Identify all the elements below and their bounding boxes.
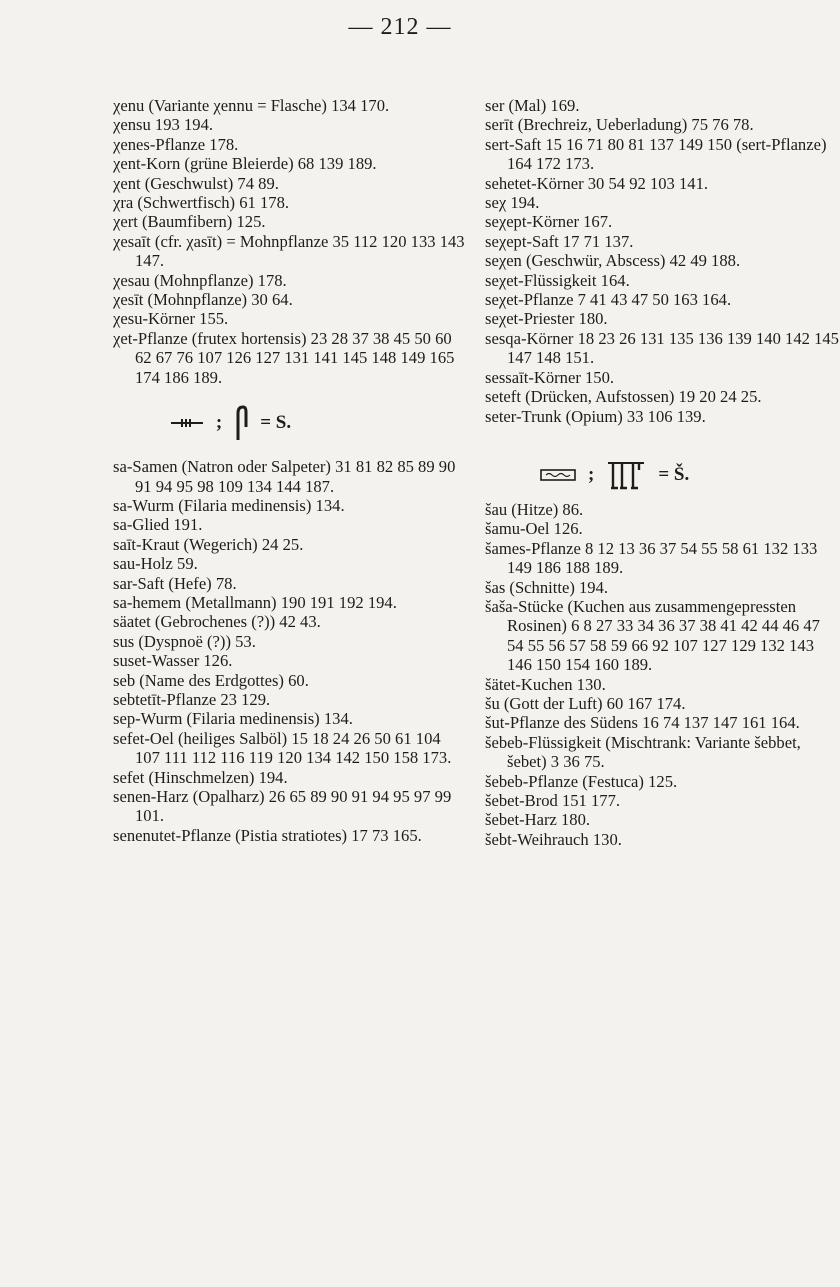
index-entry: suset-Wasser 126. <box>113 651 233 671</box>
index-entry: χert (Baumfibern) 125. <box>113 212 266 232</box>
index-entry: χenu (Variante χennu = Flasche) 134 170. <box>113 96 390 115</box>
page-number: — 212 — <box>348 14 452 40</box>
index-entry: senenutet-Pflanze (Pistia stratiotes) 17 73 165. <box>113 825 422 845</box>
index-entry: χra (Schwertfisch) 61 178. <box>113 193 290 213</box>
index-entry: sessaīt-Körner 150. <box>485 367 615 387</box>
index-entry: sa-Glied 191. <box>113 515 203 535</box>
index-entry: šamu-Oel 126. <box>485 519 583 539</box>
hieroglyph-heading-s <box>113 405 468 441</box>
right-entries-group-1 <box>485 96 840 426</box>
index-entry: sus (Dyspnoë (?)) 53. <box>113 631 256 651</box>
index-entry: seχet-Pflanze 7 41 43 47 50 163 164. <box>485 290 732 310</box>
index-entry: saīt-Kraut (Wegerich) 24 25. <box>113 534 304 554</box>
index-entry: sefet (Hinschmelzen) 194. <box>113 767 288 787</box>
right-entries-group-2 <box>485 500 840 849</box>
index-entry: šebet-Harz 180. <box>485 810 591 830</box>
index-entry: χent (Geschwulst) 74 89. <box>113 173 279 193</box>
index-entry: seχ 194. <box>485 193 540 213</box>
index-entry: sau-Holz 59. <box>113 554 198 574</box>
hieroglyph-equals-label: = S. <box>260 412 292 434</box>
index-entry: sert-Saft 15 16 71 80 81 137 149 150 (sert-Pflanze) 164 172 173. <box>485 134 827 174</box>
index-entry: χenes-Pflanze 178. <box>113 134 239 154</box>
index-entry: šaša-Stücke (Kuchen aus zusammengepressten Rosinen) 6 8 27 33 34 36 37 38 41 42 44 46 47 54 55 56 57 58 59 66 92 107 127 129 132 143 146 150 154 160 189. <box>485 596 820 675</box>
index-entry: šau (Hitze) 86. <box>485 499 584 519</box>
index-entry: sesqa-Körner 18 23 26 131 135 136 139 140 142 145 147 148 151. <box>485 328 839 368</box>
hieroglyph-heading-sh <box>485 460 840 490</box>
hieroglyph-folded-cloth-icon <box>234 405 248 441</box>
index-entry: χesaīt (cfr. χasīt) = Mohnpflanze 35 112 120 133 143 147. <box>113 231 465 271</box>
index-entry: seχet-Flüssigkeit 164. <box>485 270 630 290</box>
index-entry: seter-Trunk (Opium) 33 106 139. <box>485 406 706 426</box>
index-entry: sefet-Oel (heiliges Salböl) 15 18 24 26 50 61 104 107 111 112 116 119 120 134 142 150 158 173. <box>113 728 452 768</box>
index-entry: sehetet-Körner 30 54 92 103 141. <box>485 173 709 193</box>
index-entry: seχept-Körner 167. <box>485 212 613 232</box>
index-entry: sa-hemem (Metallmann) 190 191 192 194. <box>113 592 397 612</box>
hieroglyph-separator: ; <box>215 412 223 434</box>
index-entry: χent-Korn (grüne Bleierde) 68 139 189. <box>113 154 377 174</box>
index-entry: šu (Gott der Luft) 60 167 174. <box>485 693 686 713</box>
index-entry: seχen (Geschwür, Abscess) 42 49 188. <box>485 251 741 271</box>
index-entry: seχept-Saft 17 71 137. <box>485 231 634 251</box>
left-entries-group-2 <box>113 457 468 845</box>
index-entry: sep-Wurm (Filaria medinensis) 134. <box>113 709 353 729</box>
index-entry: sar-Saft (Hefe) 78. <box>113 573 237 593</box>
index-entry: šätet-Kuchen 130. <box>485 674 606 694</box>
index-entry: šebt-Weihrauch 130. <box>485 829 622 849</box>
index-entry: šas (Schnitte) 194. <box>485 577 609 597</box>
index-entry: šames-Pflanze 8 12 13 36 37 54 55 58 61 132 133 149 186 188 189. <box>485 538 818 578</box>
hieroglyph-door-bolt-icon <box>170 416 204 430</box>
index-entry: χesu-Körner 155. <box>113 309 229 329</box>
index-entry: šebeb-Pflanze (Festuca) 125. <box>485 771 678 791</box>
left-column <box>113 96 468 845</box>
index-entry: säatet (Gebrochenes (?)) 42 43. <box>113 612 321 632</box>
index-entry: seχet-Priester 180. <box>485 309 608 329</box>
left-entries-group-1 <box>113 96 468 387</box>
right-column <box>485 96 840 849</box>
index-entry: seb (Name des Erdgottes) 60. <box>113 670 309 690</box>
index-entry: šebeb-Flüssigkeit (Mischtrank: Variante šebbet, šebet) 3 36 75. <box>485 732 801 772</box>
hieroglyph-equals-label: = Š. <box>658 464 690 486</box>
index-entry: sebtetīt-Pflanze 23 129. <box>113 689 271 709</box>
index-entry: seteft (Drücken, Aufstossen) 19 20 24 25. <box>485 387 762 407</box>
index-entry: sa-Wurm (Filaria medinensis) 134. <box>113 495 345 515</box>
index-entry: senen-Harz (Opalharz) 26 65 89 90 91 94 95 97 99 101. <box>113 787 452 826</box>
hieroglyph-separator: ; <box>588 464 595 486</box>
index-entry: šebet-Brod 151 177. <box>485 791 621 810</box>
index-entry: χensu 193 194. <box>113 115 214 135</box>
index-entry: šut-Pflanze des Südens 16 74 137 147 161 164. <box>485 713 800 733</box>
index-entry: sa-Samen (Natron oder Salpeter) 31 81 82 85 89 90 91 94 95 98 109 134 144 187. <box>113 457 456 496</box>
index-entry: serīt (Brechreiz, Ueberladung) 75 76 78. <box>485 115 754 135</box>
index-entry: χesīt (Mohnpflanze) 30 64. <box>113 290 293 310</box>
hieroglyph-pool-icon <box>540 468 576 482</box>
index-entry: ser (Mal) 169. <box>485 96 580 115</box>
index-entry: χet-Pflanze (frutex hortensis) 23 28 37 38 45 50 60 62 67 76 107 126 127 131 141 145 148 149 165 174 186 189. <box>113 328 455 387</box>
index-entry: χesau (Mohnpflanze) 178. <box>113 270 287 290</box>
hieroglyph-lotus-pool-icon <box>606 460 646 490</box>
